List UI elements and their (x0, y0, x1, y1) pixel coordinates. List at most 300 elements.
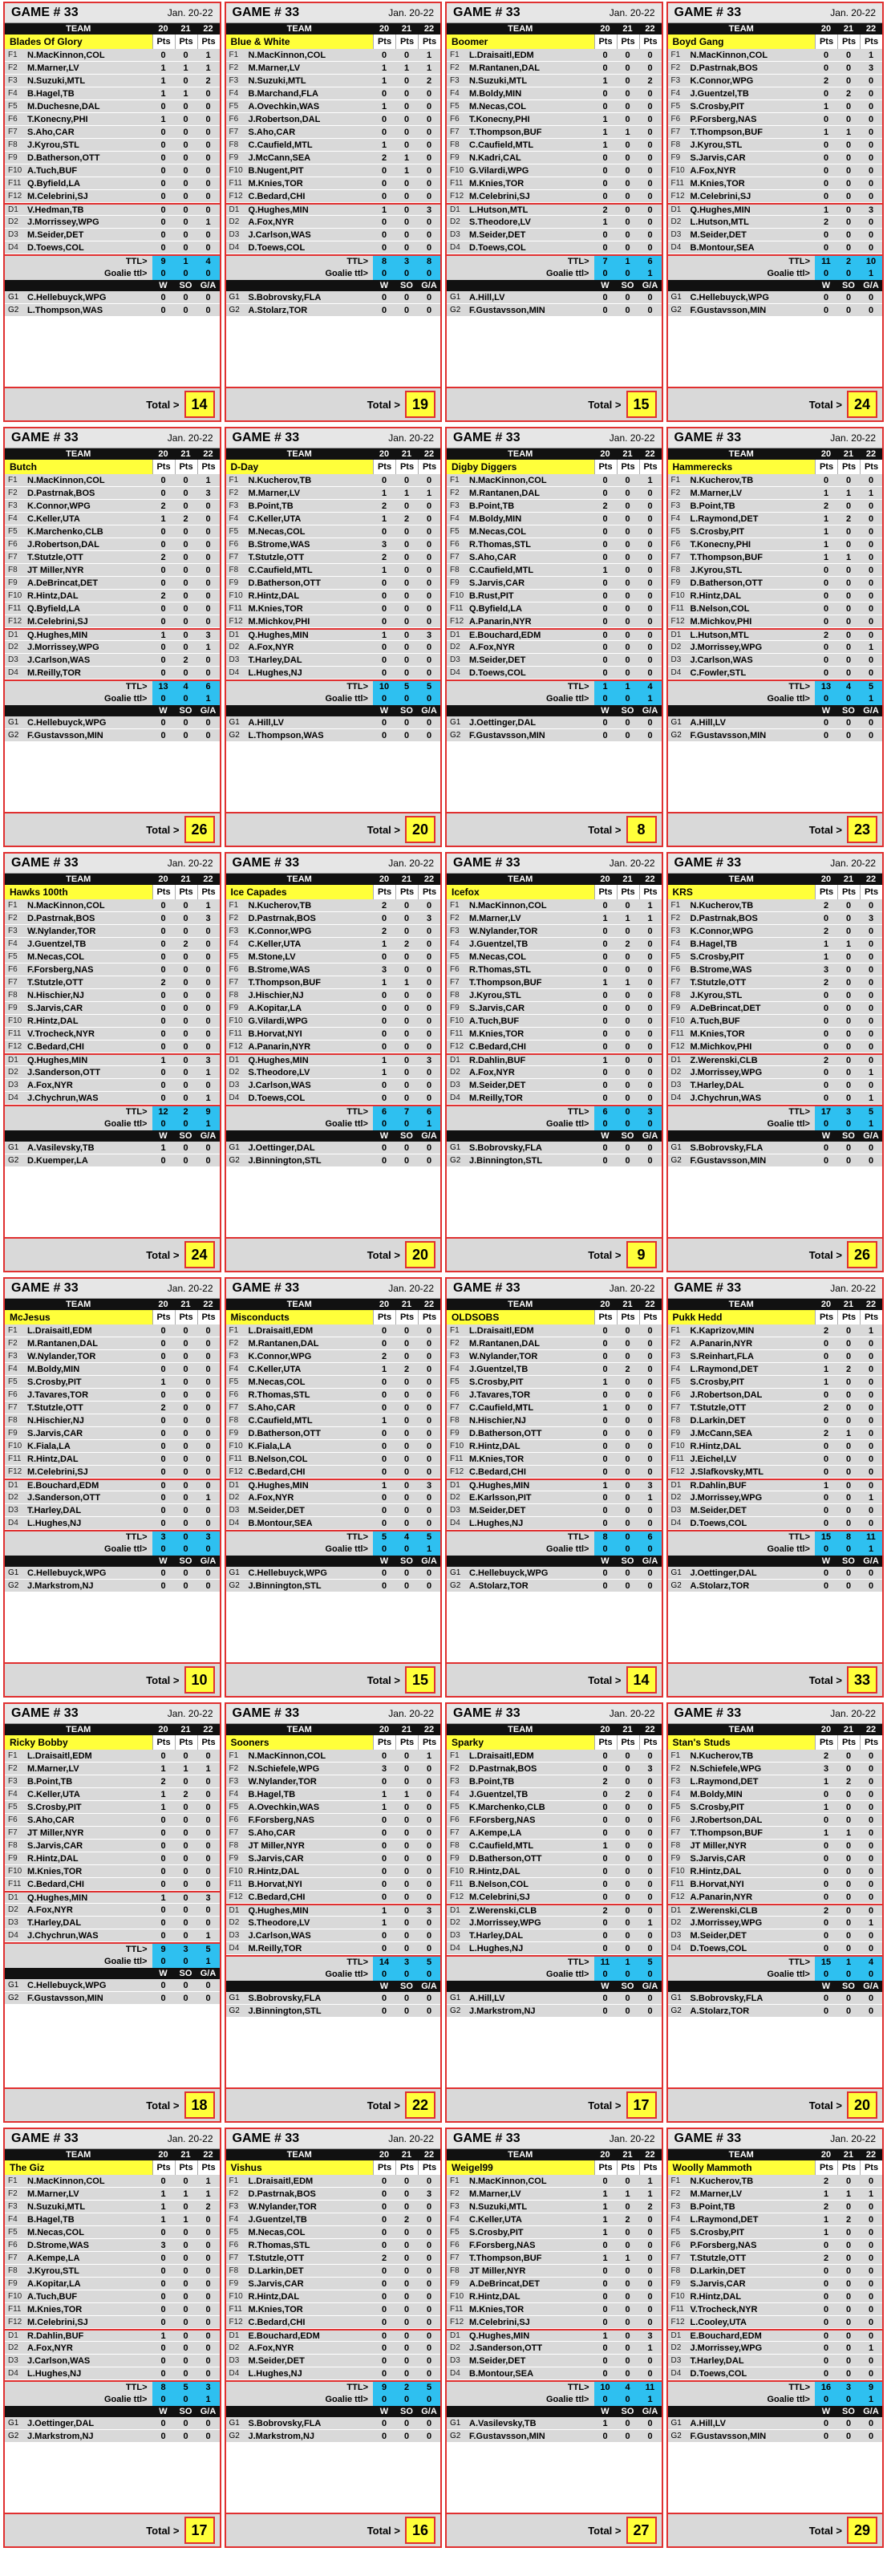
column-header-row (668, 2149, 883, 2160)
slot-label: F10 (670, 166, 685, 175)
forward-row (226, 1852, 441, 1865)
defense-row (5, 1066, 220, 1079)
player-name: M.Celebrini,SJ (690, 191, 751, 201)
player-name-cell (668, 566, 816, 575)
pts-20: 0 (823, 1840, 829, 1851)
pts-20: 0 (823, 1866, 829, 1876)
pts-20: 0 (602, 578, 608, 588)
pts-21: 2 (183, 1789, 188, 1799)
forward-row (5, 577, 220, 590)
pts-20: 1 (823, 939, 829, 949)
pts-21: 0 (403, 565, 410, 575)
column-header-row (226, 2149, 441, 2160)
pts-21: 0 (403, 2291, 410, 2302)
player-name: N.Hischier,NJ (27, 990, 84, 1000)
total-label: Total > (367, 823, 400, 836)
forward-row (447, 1389, 662, 1402)
pts-label: Pts (837, 460, 860, 474)
player-name-cell (447, 489, 594, 498)
pts-20: 0 (160, 1466, 166, 1477)
slot-label: F5 (8, 527, 18, 536)
slot-label: F3 (670, 927, 681, 935)
slot-label: F3 (450, 2202, 460, 2211)
goalie-w: 0 (602, 1993, 608, 2003)
pts-21: 1 (845, 1428, 852, 1438)
pts-20: 0 (381, 191, 387, 201)
pts-21: 0 (625, 1930, 630, 1941)
pts-20: 0 (823, 616, 829, 627)
pts-21: 0 (403, 1016, 410, 1026)
pts-21: 0 (845, 1892, 852, 1902)
player-name-cell (668, 192, 816, 201)
forward-row (447, 113, 662, 126)
slot-label: D1 (450, 631, 460, 639)
total-label: Total > (367, 1248, 400, 1261)
pts-20: 1 (160, 88, 166, 99)
team-column-header: TEAM (286, 449, 312, 459)
pts-20: 2 (823, 501, 829, 511)
pts-20: 0 (160, 1492, 166, 1503)
pts-22: 0 (647, 590, 653, 601)
pts-20: 0 (602, 642, 608, 652)
player-name-cell (668, 643, 816, 652)
slot-label: F10 (670, 591, 685, 600)
pts-21: 0 (183, 616, 188, 627)
pts-21: 0 (403, 1325, 410, 1336)
goalie-ttl-value: 0 (837, 1543, 860, 1556)
slot-label: F7 (229, 1403, 239, 1412)
player-name-cell (668, 217, 816, 227)
forward-row (447, 2316, 662, 2329)
pts-21: 0 (403, 2331, 410, 2341)
goalie-ttl-value: 0 (373, 267, 395, 280)
pts-20: 0 (823, 140, 829, 150)
slot-label: G1 (670, 718, 682, 727)
slot-label: F2 (229, 1339, 239, 1348)
ttl-label: TTL> (567, 1107, 589, 1117)
player-name-cell (668, 952, 816, 962)
slot-label: F4 (670, 2215, 681, 2224)
pts-21: 0 (183, 50, 188, 60)
player-name-cell (447, 1442, 594, 1451)
player-name: V.Trocheck,NYR (690, 2304, 758, 2314)
pts-22: 2 (647, 2201, 653, 2212)
player-name: M.Necas,COL (248, 2227, 306, 2237)
pts-20: 0 (381, 2343, 387, 2353)
player-name-cell (5, 2292, 152, 2302)
date-label: Jan. 20-22 (830, 432, 876, 444)
pts-label: Pts (175, 460, 197, 474)
player-name-cell (226, 115, 374, 124)
forward-row (5, 615, 220, 628)
pts-21: 0 (403, 1028, 410, 1039)
player-name: L.Hutson,MTL (690, 217, 749, 227)
ttl-value: 3 (197, 2382, 220, 2393)
goalie-ttl-row (447, 692, 662, 705)
slot-label: D1 (450, 1056, 460, 1065)
player-name-cell (5, 153, 152, 163)
player-name: M.Seider,DET (27, 229, 84, 240)
player-name-cell (226, 952, 374, 962)
forward-row (226, 1389, 441, 1402)
pts-20: 0 (160, 1016, 166, 1026)
forward-row (668, 912, 883, 925)
slot-label: D4 (670, 2369, 682, 2378)
forward-row (226, 525, 441, 538)
slot-label: F6 (670, 2241, 681, 2249)
pts-label: Pts (373, 1310, 395, 1325)
pts-22: 0 (426, 2304, 432, 2314)
pts-21: 0 (183, 101, 188, 112)
pts-20: 0 (160, 152, 166, 163)
pts-20: 0 (160, 50, 166, 60)
pts-20: 0 (823, 1815, 829, 1825)
goalie-name-cell (447, 731, 594, 740)
col-21-header: 21 (180, 1300, 191, 1309)
player-name-cell (668, 1004, 816, 1013)
forward-row (226, 2175, 441, 2188)
player-name: M.Reilly,TOR (469, 1093, 523, 1103)
pts-21: 0 (625, 1055, 630, 1065)
forward-row (5, 1440, 220, 1453)
slot-label: F10 (229, 2292, 243, 2301)
pts-21: 0 (183, 2368, 188, 2379)
player-name-cell (447, 1016, 594, 1026)
col-21-header: 21 (843, 874, 854, 884)
player-name: D.Toews,COL (27, 242, 84, 253)
goalie-ttl-value: 0 (594, 1968, 617, 1981)
pts-22: 0 (426, 1879, 432, 1889)
pts-21: 0 (403, 1003, 410, 1013)
slot-label: F3 (8, 501, 18, 510)
defense-row (226, 628, 441, 641)
goalie-ttl-value: 0 (373, 1118, 395, 1130)
total-value: 20 (405, 816, 435, 843)
ttl-value: 2 (837, 256, 860, 267)
goalie-ga: 0 (426, 2418, 432, 2428)
pts-21: 0 (183, 951, 188, 962)
slot-label: F5 (450, 952, 460, 961)
forward-row (668, 2213, 883, 2226)
forward-row (447, 2290, 662, 2303)
pts-22: 0 (205, 2331, 211, 2341)
goalie-name: J.Binnington,STL (248, 1580, 322, 1591)
player-name-cell (447, 76, 594, 86)
pts-20: 0 (160, 1028, 166, 1039)
slot-label: F9 (670, 578, 681, 587)
pts-22: 0 (647, 1454, 653, 1464)
player-name-cell (226, 1841, 374, 1851)
player-name: N.MacKinnon,COL (27, 50, 105, 60)
pts-20: 0 (160, 2343, 166, 2353)
column-header-row (5, 1299, 220, 1310)
pts-20: 0 (381, 2331, 387, 2341)
slot-label: D2 (450, 2343, 460, 2352)
defense-row (5, 1891, 220, 1904)
player-name-cell (447, 153, 594, 163)
ttl-value: 15 (815, 1531, 837, 1543)
pts-22: 0 (205, 603, 211, 614)
pts-22: 0 (426, 1930, 432, 1941)
pts-20: 0 (160, 667, 166, 678)
goalie-name-cell (5, 2432, 152, 2441)
player-name: J.Kyrou,STL (27, 2266, 79, 2276)
pts-21: 0 (183, 2278, 188, 2289)
pts-21: 0 (403, 114, 410, 124)
slot-label: D2 (229, 643, 240, 651)
game-label: GAME # 33 (453, 1706, 520, 1720)
pts-21: 0 (183, 630, 188, 640)
forward-row (226, 951, 441, 963)
slot-label: F2 (229, 2189, 239, 2198)
defense-row (226, 1066, 441, 1079)
so-header: SO (621, 281, 634, 290)
pts-21: 0 (403, 501, 410, 511)
goalie-ttl-label: Goalie ttl> (104, 2395, 148, 2404)
pts-22: 2 (426, 75, 432, 86)
pts-21: 0 (403, 655, 410, 665)
player-name: N.MacKinnon,COL (690, 50, 768, 60)
card-header (668, 854, 883, 874)
pts-22: 0 (647, 101, 653, 112)
player-name: M.Seider,DET (248, 1505, 305, 1515)
pts-21: 0 (845, 565, 852, 575)
pts-21: 0 (183, 140, 188, 150)
player-name: B.Nelson,COL (690, 603, 750, 614)
goalie-name: J.Markstrom,NJ (27, 2431, 94, 2441)
ga-header: G/A (863, 1982, 879, 1991)
goalie-row (226, 1567, 441, 1580)
goalie-ttl-row (447, 267, 662, 280)
ttl-value: 9 (197, 1106, 220, 1118)
player-name: M.Seider,DET (469, 229, 526, 240)
pts-22: 0 (868, 1776, 874, 1787)
team-name-row (668, 34, 883, 49)
goalie-w: 0 (602, 1142, 608, 1153)
slot-label: F1 (229, 1326, 239, 1335)
ttl-value: 0 (617, 1531, 639, 1543)
player-name-cell (668, 1416, 816, 1426)
total-row (668, 2087, 883, 2121)
pts-21: 0 (183, 1441, 188, 1451)
pts-21: 0 (183, 1093, 188, 1103)
team-column-header: TEAM (66, 874, 91, 884)
pts-22: 0 (647, 1905, 653, 1916)
player-name-cell (668, 1390, 816, 1400)
team-column-header: TEAM (728, 1725, 754, 1734)
goalie-ttl-value: 1 (197, 692, 220, 705)
player-name: A.Ovechkin,WAS (248, 101, 320, 112)
col-21-header: 21 (843, 24, 854, 34)
player-name: J.Slafkovsky,MTL (690, 1466, 763, 1477)
pts-20: 0 (160, 539, 166, 550)
slot-label: F1 (229, 1751, 239, 1760)
pts-label: Pts (639, 1735, 662, 1750)
ttl-value: 6 (197, 681, 220, 692)
goalie-name: S.Bobrovsky,FLA (690, 1993, 763, 2003)
pts-20: 2 (823, 75, 829, 86)
player-name-cell (668, 1931, 816, 1941)
pts-22: 0 (426, 590, 432, 601)
slot-label: D3 (8, 230, 18, 239)
team-name: McJesus (10, 1312, 51, 1323)
pts-20: 0 (160, 2317, 166, 2327)
player-name-cell (226, 2189, 374, 2199)
pts-22: 0 (647, 1750, 653, 1761)
pts-22: 0 (205, 2355, 211, 2366)
pts-22: 0 (647, 191, 653, 201)
pts-20: 0 (602, 552, 608, 562)
total-row (5, 387, 220, 420)
slot-label: G1 (670, 2419, 682, 2428)
slot-label: F7 (450, 2253, 460, 2262)
player-name: J.Chychrun,WAS (27, 1093, 99, 1103)
goalie-w: 0 (160, 2418, 166, 2428)
team-name: Blades Of Glory (10, 36, 83, 47)
ttl-label: TTL> (567, 682, 589, 692)
pts-22: 0 (205, 590, 211, 601)
slot-label: F11 (450, 1454, 464, 1463)
pts-20: 1 (160, 513, 166, 524)
player-name-cell (5, 655, 152, 665)
defense-row (5, 1053, 220, 1066)
goalie-w: 0 (602, 2006, 608, 2016)
player-name-cell (226, 179, 374, 189)
forward-row (226, 1466, 441, 1479)
pts-label: Pts (418, 34, 440, 49)
player-name: A.Fox,NYR (248, 2343, 294, 2353)
pts-21: 2 (625, 939, 630, 949)
forward-row (447, 1840, 662, 1852)
player-name: S.Theodore,LV (469, 217, 531, 227)
pts-label: Pts (837, 1310, 860, 1325)
slot-label: D3 (8, 1918, 18, 1927)
pts-22: 0 (868, 2176, 874, 2186)
slot-label: F10 (450, 1442, 464, 1450)
goalie-ga: 0 (205, 1568, 211, 1578)
player-name: B.Horvat,NYI (248, 1879, 302, 1889)
slot-label: F8 (670, 566, 681, 574)
player-name: T.Thompson,BUF (690, 552, 763, 562)
slot-label: D2 (670, 217, 682, 226)
col-20-header: 20 (158, 1725, 168, 1734)
goalie-name: L.Thompson,WAS (248, 730, 324, 740)
team-card (445, 2128, 663, 2548)
pts-20: 1 (823, 101, 829, 112)
player-name-cell (447, 1931, 594, 1941)
pts-20: 0 (381, 1866, 387, 1876)
forward-row (226, 474, 441, 487)
player-name-cell (226, 578, 374, 588)
goalie-w: 0 (823, 1580, 829, 1591)
slot-label: G1 (8, 1981, 19, 1990)
slot-label: F9 (450, 153, 460, 162)
slot-label: F5 (229, 1803, 239, 1811)
defense-row (5, 1904, 220, 1917)
goalie-ttl-row (226, 1118, 441, 1130)
player-name-cell (668, 914, 816, 923)
slot-label: F2 (450, 1764, 460, 1773)
pts-22: 1 (426, 1750, 432, 1761)
player-name-cell (668, 1056, 816, 1065)
pts-21: 0 (183, 1518, 188, 1528)
pts-22: 0 (426, 1067, 432, 1077)
forward-row (5, 1840, 220, 1852)
col-20-header: 20 (158, 2150, 168, 2160)
slot-label: D3 (450, 1081, 460, 1089)
pts-21: 2 (625, 1789, 630, 1799)
player-name-cell (447, 1403, 594, 1413)
player-name-cell (226, 153, 374, 163)
player-name-cell (668, 1442, 816, 1451)
slot-label: D3 (8, 1506, 18, 1515)
slot-label: F4 (8, 939, 18, 948)
player-name: N.Suzuki,MTL (27, 75, 86, 86)
pts-label: Pts (617, 1310, 639, 1325)
pts-21: 0 (183, 2343, 188, 2353)
pts-20: 0 (602, 603, 608, 614)
player-name-cell (668, 1042, 816, 1052)
pts-20: 0 (160, 475, 166, 485)
pts-21: 0 (403, 2240, 410, 2250)
player-name-cell (668, 668, 816, 678)
ttl-value: 5 (860, 1106, 882, 1118)
player-name-cell (5, 205, 152, 215)
slot-label: F1 (8, 2176, 18, 2185)
slot-label: D1 (670, 1481, 682, 1490)
player-name: M.Celebrini,SJ (27, 191, 88, 201)
slot-label: D4 (450, 1944, 460, 1953)
player-name-cell (226, 2176, 374, 2186)
pts-20: 2 (823, 1905, 829, 1916)
pts-21: 0 (845, 539, 852, 550)
player-name-cell (447, 128, 594, 137)
pts-21: 0 (845, 1338, 852, 1349)
goalie-w: 0 (823, 1142, 829, 1153)
defense-row (668, 1491, 883, 1504)
player-name: A.Fox,NYR (248, 642, 294, 652)
player-name-cell (226, 140, 374, 150)
goalie-ga: 0 (868, 1155, 874, 1166)
forward-row (5, 1402, 220, 1414)
card-header (668, 3, 883, 23)
slot-label: F6 (450, 1390, 460, 1399)
ttl-label: TTL> (788, 1957, 810, 1967)
player-name-cell (447, 1390, 594, 1400)
pts-21: 0 (403, 1377, 410, 1387)
player-name: K.Connor,WPG (248, 926, 312, 936)
slot-label: F10 (8, 2292, 22, 2301)
goalie-name: F.Gustavsson,MIN (27, 730, 103, 740)
player-name: N.MacKinnon,COL (27, 2176, 105, 2186)
forward-row (668, 487, 883, 500)
player-name-cell (668, 1854, 816, 1864)
pts-22: 0 (426, 114, 432, 124)
so-header: SO (179, 1969, 192, 1978)
pts-21: 0 (625, 1028, 630, 1039)
slot-label: F3 (670, 76, 681, 85)
slot-label: F3 (670, 1352, 681, 1361)
forward-row (5, 177, 220, 190)
slot-label: F7 (670, 553, 681, 562)
player-name: R.Hintz,DAL (27, 1016, 79, 1026)
player-name-cell (226, 965, 374, 975)
slot-label: G2 (450, 1581, 461, 1590)
card-header (5, 854, 220, 874)
w-header: W (379, 1556, 389, 1566)
card-header (5, 3, 220, 23)
pts-21: 0 (403, 1428, 410, 1438)
